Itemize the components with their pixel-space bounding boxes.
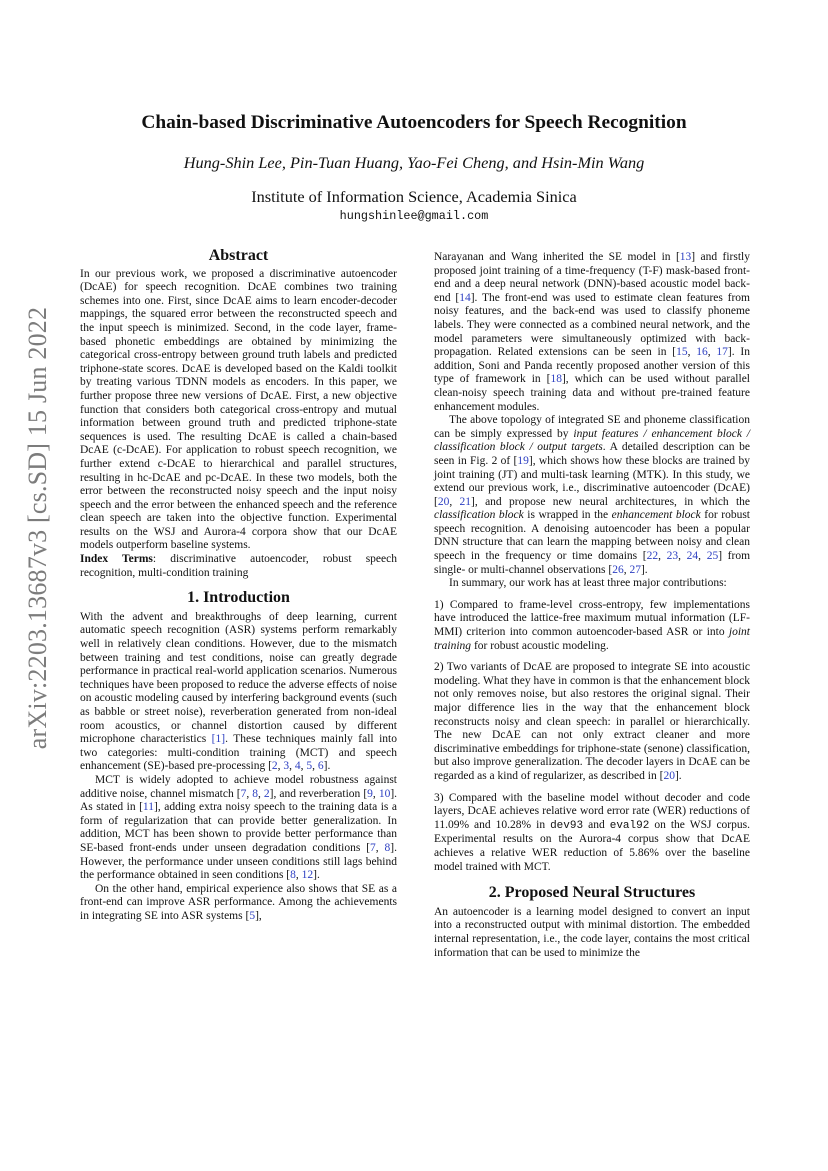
paper-authors: Hung-Shin Lee, Pin-Tuan Huang, Yao-Fei Cheng, and Hsin-Min Wang	[183, 153, 645, 172]
right-column	[434, 251, 750, 960]
right-paragraph-2: The above topology of integrated SE and phoneme classification can be simply expressed by input features / enhancement block / classification block / output targets. A detailed description can be seen in Fig. 2 of [19], which shows how these blocks are trained by joint training (JT) and multi-task learning (MTK). In this study, we extend our previous work, i.e., discriminative autoencoder (DcAE) [20, 21], and propose new neural architectures, in which the classification block is wrapped in the enhancement block for robust speech recognition. A denoising autoencoder has been a popular DNN structure that can learn the mapping between noisy and clean speech in the frequency or time domains [22, 23, 24, 25] from single- or multi-channel observations [26, 27].	[434, 414, 751, 576]
citation-link[interactable]: 6	[317, 760, 324, 773]
citation-link[interactable]: 18	[550, 373, 562, 386]
citation-link[interactable]: 16	[696, 346, 708, 359]
citation-link[interactable]: 15	[676, 346, 688, 359]
intro-heading: 1. Introduction	[187, 589, 290, 607]
citation-link[interactable]: 5	[249, 909, 256, 922]
citation-link[interactable]: 2	[271, 760, 278, 773]
intro-paragraph-3: On the other hand, empirical experience also shows that SE as a front-end can improve ASR performance. Among the achievements in integrating SE into ASR systems [5],	[80, 882, 397, 922]
right-paragraph-1: Narayanan and Wang inherited the SE model in [13] and firstly proposed joint training of a time-frequency (T-F) mask-based front-end and a deep neural network (DNN)-based acoustic model back-end [14]. The front-end was used to estimate clean features from noisy features, and the back-end was used to classify phoneme labels. They were connected as a combined neural network, and the model parameters were simultaneously optimized with back-propagation. Related extensions can be seen in [15, 16, 17]. In addition, Soni and Panda recently proposed another version of this type of framework in [18], which can be used without parallel clean-noisy speech training data and without pre-trained feature enhancement modules.	[434, 251, 751, 413]
paper-title: Chain-based Discriminative Autoencoders for Speech Recognition	[141, 112, 687, 133]
citation-link[interactable]: 25	[706, 550, 719, 563]
paper-affiliation: Institute of Information Science, Academia Sinica	[251, 187, 577, 206]
citation-link[interactable]: 17	[716, 346, 728, 359]
paper-email[interactable]: hungshinlee@gmail.com	[339, 209, 489, 223]
citation-link[interactable]: 4	[294, 760, 301, 773]
citation-link[interactable]: 10	[378, 787, 391, 800]
citation-link[interactable]: 22	[646, 550, 659, 563]
citation-link[interactable]: 8	[252, 787, 258, 800]
index-terms-label: Index Terms	[80, 553, 153, 566]
arxiv-id: arXiv:2203.13687v3 [cs.SD] 15 Jun 2022	[23, 306, 52, 749]
citation-link[interactable]: 11	[142, 801, 154, 814]
citation-link[interactable]: 20	[437, 495, 450, 508]
citation-link[interactable]: 8	[290, 869, 296, 882]
abstract-text: In our previous work, we proposed a discriminative autoencoder (DcAE) for speech recognition. DcAE combines two training schemes into one. First, since DcAE aims to learn encoder-decoder mappings, the squared error between the reconstructed speech and the input speech is minimized. Second, in the code layer, frame-based phonetic embeddings are obtained by minimizing the categorical cross-entropy between ground truth labels and predicted triphone-state scores. DcAE is developed based on the Kaldi toolkit by treating various TDNN models as encoders. In this paper, we further propose three new versions of DcAE. First, a new objective function that considers both categorical cross-entropy and mutual information between ground truth and predicted triphone-state sequences is used. The resulting DcAE is called a chain-based DcAE (c-DcAE). For application to robust speech recognition, we further extend c-DcAE to hierarchical and parallel structures, resulting in hc-DcAE and pc-DcAE. In these two models, both the error between the reconstructed noisy speech and the input noisy speech and the error between the enhanced speech and the reference clean speech are taken into the objective function. Experimental results on the WSJ and Aurora-4 corpora show that our DcAE models outperform baseline systems.	[80, 267, 397, 552]
index-terms-text: : discriminative autoencoder, robust speech recognition, multi-condition training	[80, 553, 397, 579]
arxiv-watermark	[10, 195, 66, 860]
citation-link[interactable]: 8	[384, 841, 391, 854]
intro-paragraph-2: MCT is widely adopted to achieve model robustness against additive noise, channel mismatch [7, 8, 2], and reverberation [9, 10]. As stated in [11], adding extra noisy speech to the training data is a form of regularization that can provide better generalization. In addition, MCT has been shown to provide better performance than SE-based front-ends under unseen degradation conditions [7, 8]. However, the performance under unseen conditions still lags behind the performance obtained in seen conditions [8, 12].	[80, 773, 398, 882]
citation-link[interactable]: 5	[306, 760, 313, 773]
citation-link[interactable]: 26	[612, 563, 624, 576]
citation-link[interactable]: 20	[663, 769, 675, 782]
section-2-heading: 2. Proposed Neural Structures	[488, 884, 696, 902]
citation-link[interactable]: 9	[367, 787, 373, 800]
citation-link[interactable]: 7	[370, 841, 376, 854]
citation-link[interactable]: 7	[240, 787, 247, 800]
citation-link[interactable]: 24	[686, 550, 699, 563]
left-column	[80, 249, 397, 924]
citation-link[interactable]: 27	[629, 563, 641, 576]
intro-paragraph-1: With the advent and breakthroughs of deep learning, current automatic speech recognition (ASR) systems perform remarkably well in relatively clean conditions. However, due to the mismatch between training and test conditions, noise can greatly degrade performance in practical real-world application scenarios. Numerous techniques have been proposed to reduce the adverse effects of noise on acoustic modeling caused by interfering background events (such as babble or street noise), reverberation generated from non-ideal room acoustics, or channel distortion caused by different microphone characteristics [1]. These techniques mainly fall into two categories: multi-condition training (MCT) and speech enhancement (SE)-based pre-processing [2, 3, 4, 5, 6].	[80, 610, 397, 773]
section-2-paragraph-1: An autoencoder is a learning model designed to convert an input into a reconstructed output with minimal distortion. The embedded internal representation, i.e., the code layer, contains the most critical information that can be used to minimize the	[434, 905, 750, 959]
abstract-heading: Abstract	[208, 247, 269, 264]
citation-link[interactable]: 3	[283, 760, 290, 773]
index-terms	[80, 553, 397, 580]
citation-link[interactable]: 2	[263, 787, 270, 800]
citation-link[interactable]: 19	[517, 454, 529, 467]
right-paragraph-3: In summary, our work has at least three major contributions:	[449, 577, 727, 590]
citation-link[interactable]: [1]	[211, 733, 226, 746]
citation-link[interactable]: 21	[459, 495, 472, 508]
citation-link[interactable]: 13	[679, 251, 692, 263]
contribution-3: 3) Compared with the baseline model without decoder and code layers, DcAE achieves relative word error rate (WER) reductions of 11.09% and 10.28% in dev93 and eval92 on the WSJ corpus. Experimental results on the Aurora-4 corpus show that DcAE achieves a relative WER reduction of 5.86% over the baseline model trained with MCT.	[434, 791, 750, 873]
contribution-2: 2) Two variants of DcAE are proposed to integrate SE into acoustic modeling. What they have in common is that the enhancement block not only removes noise, but also restores the original signal. Their major difference lies in the way that the enhancement block reconstructs noisy and clean speech: in parallel or hierarchically. The new DcAE can not only extract cleaner and more discriminative embeddings for triphone-state (senone) classification, but also improve generalization. The decoder layers in DcAE can be regarded as a kind of regularizer, as described in [20].	[434, 661, 750, 782]
contribution-1: 1) Compared to frame-level cross-entropy, few implementations have introduced the lattice-free maximum mutual information (LF-MMI) criterion into common autoencoder-based ASR or into joint training for robust acoustic modeling.	[434, 598, 750, 652]
citation-link[interactable]: 12	[301, 869, 314, 882]
citation-link[interactable]: 23	[666, 550, 679, 563]
citation-link[interactable]: 14	[459, 291, 471, 304]
